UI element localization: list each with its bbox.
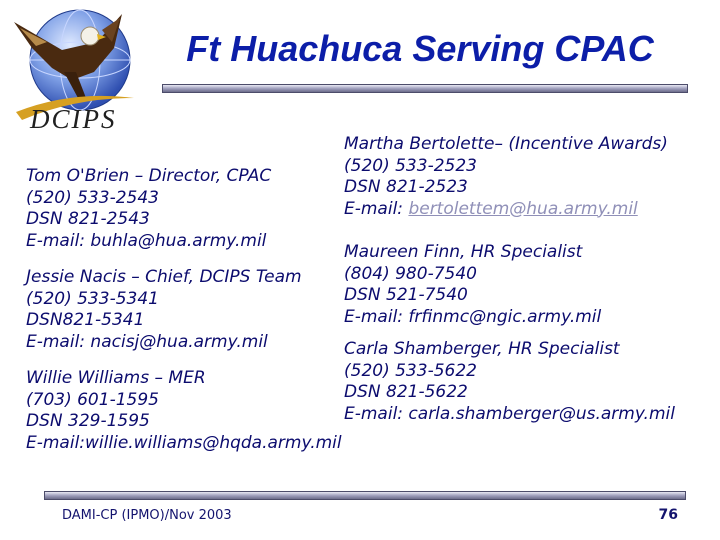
contact-phone: (703) 601-1595 bbox=[26, 389, 159, 410]
contact-dsn: DSN 329-1595 bbox=[26, 411, 150, 431]
contact-dsn: DSN821-5341 bbox=[26, 310, 145, 330]
dcips-logo bbox=[2, 2, 152, 147]
contact-phone: (520) 533-2543 bbox=[26, 187, 159, 208]
contact-name: Maureen Finn, HR Specialist bbox=[344, 242, 583, 262]
contact-martha-bertolette bbox=[344, 134, 668, 220]
contact-phone: (520) 533-2523 bbox=[344, 155, 477, 176]
contact-maureen-finn bbox=[344, 242, 601, 328]
contact-name: Willie Williams – MER bbox=[26, 368, 206, 388]
contact-name: Tom O'Brien – Director, CPAC bbox=[26, 166, 272, 186]
contact-email: E-mail: frfinmc@ngic.army.mil bbox=[344, 306, 602, 327]
contact-jessie-nacis bbox=[26, 267, 302, 353]
email-label: E-mail: bbox=[344, 198, 404, 219]
contact-email: E-mail: nacisj@hua.army.mil bbox=[26, 331, 268, 352]
footer-divider bbox=[44, 491, 686, 500]
contact-email: E-mail: carla.shamberger@us.army.mil bbox=[344, 403, 675, 424]
contact-dsn: DSN 521-7540 bbox=[344, 285, 468, 305]
footer-source: DAMI-CP (IPMO)/Nov 2003 bbox=[62, 508, 232, 523]
contact-email: E-mail: buhla@hua.army.mil bbox=[26, 230, 267, 251]
contact-dsn: DSN 821-5622 bbox=[344, 382, 468, 402]
contact-email: E-mail:willie.williams@hqda.army.mil bbox=[26, 432, 342, 453]
contact-tom-obrien bbox=[26, 166, 271, 252]
contact-email bbox=[344, 199, 668, 221]
contact-willie-williams bbox=[26, 368, 342, 454]
contact-dsn: DSN 821-2543 bbox=[26, 209, 150, 229]
contact-name: Carla Shamberger, HR Specialist bbox=[344, 339, 620, 359]
contact-phone: (520) 533-5341 bbox=[26, 288, 159, 309]
contact-dsn: DSN 821-2523 bbox=[344, 177, 468, 197]
logo-text: DCIPS bbox=[30, 104, 117, 134]
title-divider bbox=[162, 84, 688, 93]
contact-carla-shamberger bbox=[344, 339, 675, 425]
contact-name: Martha Bertolette– (Incentive Awards) bbox=[344, 134, 668, 154]
contact-phone: (804) 980-7540 bbox=[344, 263, 477, 284]
page-title: Ft Huachuca Serving CPAC bbox=[186, 28, 654, 69]
email-link[interactable]: bertolettem@hua.army.mil bbox=[408, 198, 638, 219]
contact-phone: (520) 533-5622 bbox=[344, 360, 477, 381]
contact-name: Jessie Nacis – Chief, DCIPS Team bbox=[26, 267, 302, 287]
page-number: 76 bbox=[658, 507, 678, 523]
